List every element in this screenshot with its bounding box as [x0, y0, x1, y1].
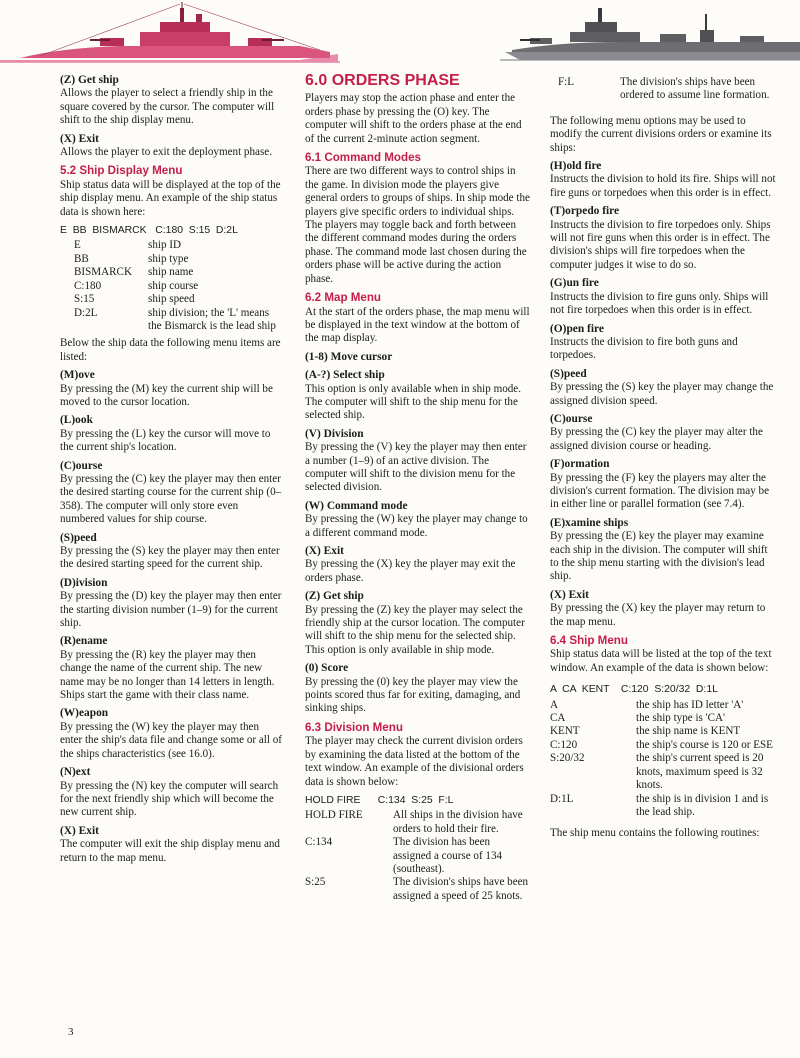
entry-body: By pressing the (0) key the player may view the points scored thus far for exiting, damaging, and sinking ships.: [305, 675, 521, 715]
entry-body: By pressing the (S) key the player may change the assigned division speed.: [550, 381, 774, 407]
gray-battleship-illustration: [500, 8, 800, 60]
entry-title: (X) Exit: [305, 545, 344, 557]
entry-title: (Z) Get ship: [60, 74, 119, 86]
key-cell: D:1L: [550, 792, 574, 805]
value-cell: ship name: [148, 266, 194, 279]
entry-title: (1-8) Move cursor: [305, 350, 393, 363]
column-left: [60, 74, 282, 865]
pink-battleship-illustration: [0, 2, 340, 62]
key-cell: C:134: [305, 836, 333, 849]
entry-body: Allows the player to select a friendly ship in the square covered by the cursor. The computer will shift to the ship display menu.: [60, 87, 275, 127]
entry-body: By pressing the (W) key the player may then enter the ship's data file and change some or all of the ships characteristics (see 16.0).: [60, 720, 282, 760]
example-data-line: A CA KENT C:120 S:20/32 D:1L: [550, 684, 718, 696]
section-paragraph: The player may check the current division orders by examining the data listed at the bottom of the text window. An example of the divisional orders data is shown below:: [305, 735, 524, 788]
entry-title: (W)eapon: [60, 707, 109, 720]
section-paragraph: Players may stop the action phase and enter the orders phase by pressing the (O) key. The computer will shift to the orders phase at the end of the current 2-minute action segment.: [305, 92, 522, 145]
entry-body: Instructs the division to fire both guns and torpedoes.: [550, 335, 738, 362]
value-cell: the ship's current speed is 20 knots, maximum speed is 32 knots.: [636, 752, 764, 792]
entry-body: By pressing the (C) key the player may then enter the desired starting course for the current ship (0–358). The computer will only store even numbered values for ship course.: [60, 472, 282, 526]
entry-body: By pressing the (W) key the player may change to a different command mode.: [305, 513, 528, 539]
chapter-heading-6-0: 6.0 ORDERS PHASE: [305, 72, 460, 89]
entry-body: This option is only available when in ship mode. The computer will shift to the ship menu for the selected ship.: [305, 382, 521, 422]
entry-title: (L)ook: [60, 414, 93, 427]
entry-title: (V) Division: [305, 427, 364, 440]
value-cell: ship type: [148, 252, 189, 265]
section-heading-6-1: 6.1 Command Modes: [305, 151, 421, 165]
entry-title: (0) Score: [305, 662, 349, 675]
entry-title: (A-?) Select ship: [305, 369, 385, 382]
entry-title: (F)ormation: [550, 458, 610, 471]
key-cell: CA: [550, 712, 566, 725]
value-cell: The division has been assigned a course of 134 (southeast).: [393, 836, 503, 875]
key-cell: E: [74, 239, 81, 252]
entry-title: (S)peed: [550, 367, 587, 380]
value-cell: the ship type is 'CA': [636, 712, 726, 725]
entry-title: (E)xamine ships: [550, 516, 629, 529]
entry-body: Instructs the division to hold its fire. Ships will not fire guns or torpedoes when this order is in effect.: [550, 173, 776, 199]
entry-title: (C)ourse: [60, 459, 103, 472]
section-paragraph: The ship menu contains the following routines:: [550, 827, 760, 840]
value-cell: The division's ships have been assigned a speed of 25 knots.: [393, 876, 529, 902]
key-cell: F:L: [558, 76, 575, 88]
value-cell: All ships in the division have orders to hold their fire.: [393, 809, 523, 835]
entry-title: (X) Exit: [60, 824, 99, 837]
entry-body: By pressing the (R) key the player may then change the name of the current ship. The new name may be no longer than 14 letters in length. Ships start the game with their class name.: [60, 648, 275, 702]
key-cell: C:120: [550, 738, 578, 751]
key-cell: S:25: [305, 876, 326, 889]
entry-body: The computer will exit the ship display menu and return to the map menu.: [60, 838, 280, 864]
entry-body: Allows the player to exit the deployment phase.: [60, 146, 272, 159]
entry-body: By pressing the (L) key the cursor will move to the current ship's location.: [60, 427, 271, 454]
entry-body: By pressing the (Z) key the player may select the friendly ship at the cursor location. The computer will shift to the ship menu for the selected ship. This option is only available in ship mode.: [305, 603, 525, 656]
value-cell: ship division; the 'L' means the Bismarck is the lead ship: [148, 306, 276, 332]
section-paragraph: Ship status data will be displayed at the top of the ship display menu. An example of the ship status data is shown here:: [60, 178, 281, 218]
entry-title: (M)ove: [60, 369, 95, 382]
section-heading-6-4: 6.4 Ship Menu: [550, 634, 628, 648]
entry-body: By pressing the (E) key the player may examine each ship in the division. The computer will shift to the ship menu starting with the division's lead ship.: [550, 530, 768, 583]
key-cell: BISMARCK: [74, 266, 132, 279]
entry-title: (O)pen fire: [550, 322, 604, 335]
key-cell: C:180: [74, 279, 102, 292]
entry-body: By pressing the (D) key the player may then enter the starting division number (1–9) for the current ship.: [60, 590, 282, 630]
entry-body: Instructs the division to fire guns only. Ships will not fire torpedoes when this order is in effect.: [550, 290, 769, 317]
ship-menu-key-table: [550, 699, 776, 820]
value-cell: the ship's course is 120 or ESE: [636, 738, 773, 751]
header-banner: [0, 0, 800, 68]
value-cell: The division's ships have been ordered to assume line formation.: [620, 76, 770, 102]
entry-title: (T)orpedo fire: [550, 205, 620, 218]
section-heading-5-2: 5.2 Ship Display Menu: [60, 164, 183, 178]
entry-body: By pressing the (V) key the player may then enter a number (1–9) of an active division. The computer will shift to the division menu for the selected division.: [305, 441, 527, 494]
key-cell: D:2L: [74, 306, 98, 319]
value-cell: ship ID: [148, 239, 181, 252]
section-paragraph: Below the ship data the following menu items are listed:: [60, 337, 281, 363]
entry-body: By pressing the (N) key the computer will search for the next friendly ship which will become the new current ship.: [60, 779, 279, 819]
value-cell: ship course: [148, 279, 199, 292]
column-middle: [305, 74, 531, 907]
entry-title: (H)old fire: [550, 160, 602, 173]
example-data-line: E BB BISMARCK C:180 S:15 D:2L: [60, 225, 238, 237]
division-orders-key-table: [305, 809, 531, 903]
key-cell: KENT: [550, 725, 580, 738]
entry-title: (S)peed: [60, 531, 97, 544]
entry-body: By pressing the (X) key the player may return to the map menu.: [550, 602, 766, 628]
page-number: 3: [68, 1026, 74, 1038]
entry-title: (N)ext: [60, 766, 91, 779]
value-cell: ship speed: [148, 293, 195, 306]
entry-body: By pressing the (C) key the player may alter the assigned division course or heading.: [550, 426, 763, 452]
ship-status-key-table: [60, 239, 282, 333]
example-data-line: HOLD FIRE C:134 S:25 F:L: [305, 794, 454, 806]
key-cell: A: [550, 698, 559, 711]
column-right: [550, 74, 776, 841]
value-cell: the ship has ID letter 'A': [636, 698, 744, 711]
entry-title: (X) Exit: [60, 132, 99, 145]
section-paragraph: There are two different ways to control ships in the game. In division mode the players give general orders to groups of ships. In ship mode the players give specific orders to individual ships. The players may toggle back and forth between the different command modes during the orders phase. The command mode last chosen during the orders phase will be active during the action phase.: [305, 165, 530, 285]
entry-title: (Z) Get ship: [305, 590, 364, 603]
value-cell: the ship name is KENT: [636, 725, 741, 738]
key-cell: HOLD FIRE: [305, 809, 363, 822]
entry-body: By pressing the (M) key the current ship will be moved to the cursor location.: [60, 382, 273, 408]
entry-body: By pressing the (S) key the player may then enter the desired starting speed for the current ship.: [60, 545, 280, 571]
entry-title: (D)ivision: [60, 576, 108, 589]
value-cell: the ship is in division 1 and is the lead ship.: [636, 792, 769, 818]
division-orders-key-table-continued: [550, 76, 776, 103]
entry-body: Instructs the division to fire torpedoes only. Ships will not fire guns when this order is in effect. The division's ships will fire torpedoes when the computer judges it wise to do so.: [550, 218, 771, 271]
entry-title: (W) Command mode: [305, 499, 408, 512]
key-cell: S:15: [74, 293, 95, 306]
entry-title: (R)ename: [60, 635, 108, 648]
section-paragraph: The following menu options may be used to modify the current divisions orders or examine its ships:: [550, 114, 772, 154]
entry-title: (X) Exit: [550, 588, 589, 601]
entry-body: By pressing the (X) key the player may exit the orders phase.: [305, 558, 516, 584]
section-paragraph: At the start of the orders phase, the map menu will be displayed in the text window at the bottom of the map display.: [305, 305, 530, 345]
section-heading-6-2: 6.2 Map Menu: [305, 291, 382, 305]
key-cell: BB: [74, 252, 89, 265]
section-paragraph: Ship status data will be listed at the top of the text window. An example of the data is shown below:: [550, 648, 772, 674]
entry-title: (G)un fire: [550, 277, 599, 290]
key-cell: S:20/32: [550, 752, 585, 765]
section-heading-6-3: 6.3 Division Menu: [305, 720, 403, 734]
entry-title: (C)ourse: [550, 412, 593, 425]
entry-body: By pressing the (F) key the players may alter the division's current formation. The division may be in either line or parallel formation (see 7.4).: [550, 471, 770, 511]
